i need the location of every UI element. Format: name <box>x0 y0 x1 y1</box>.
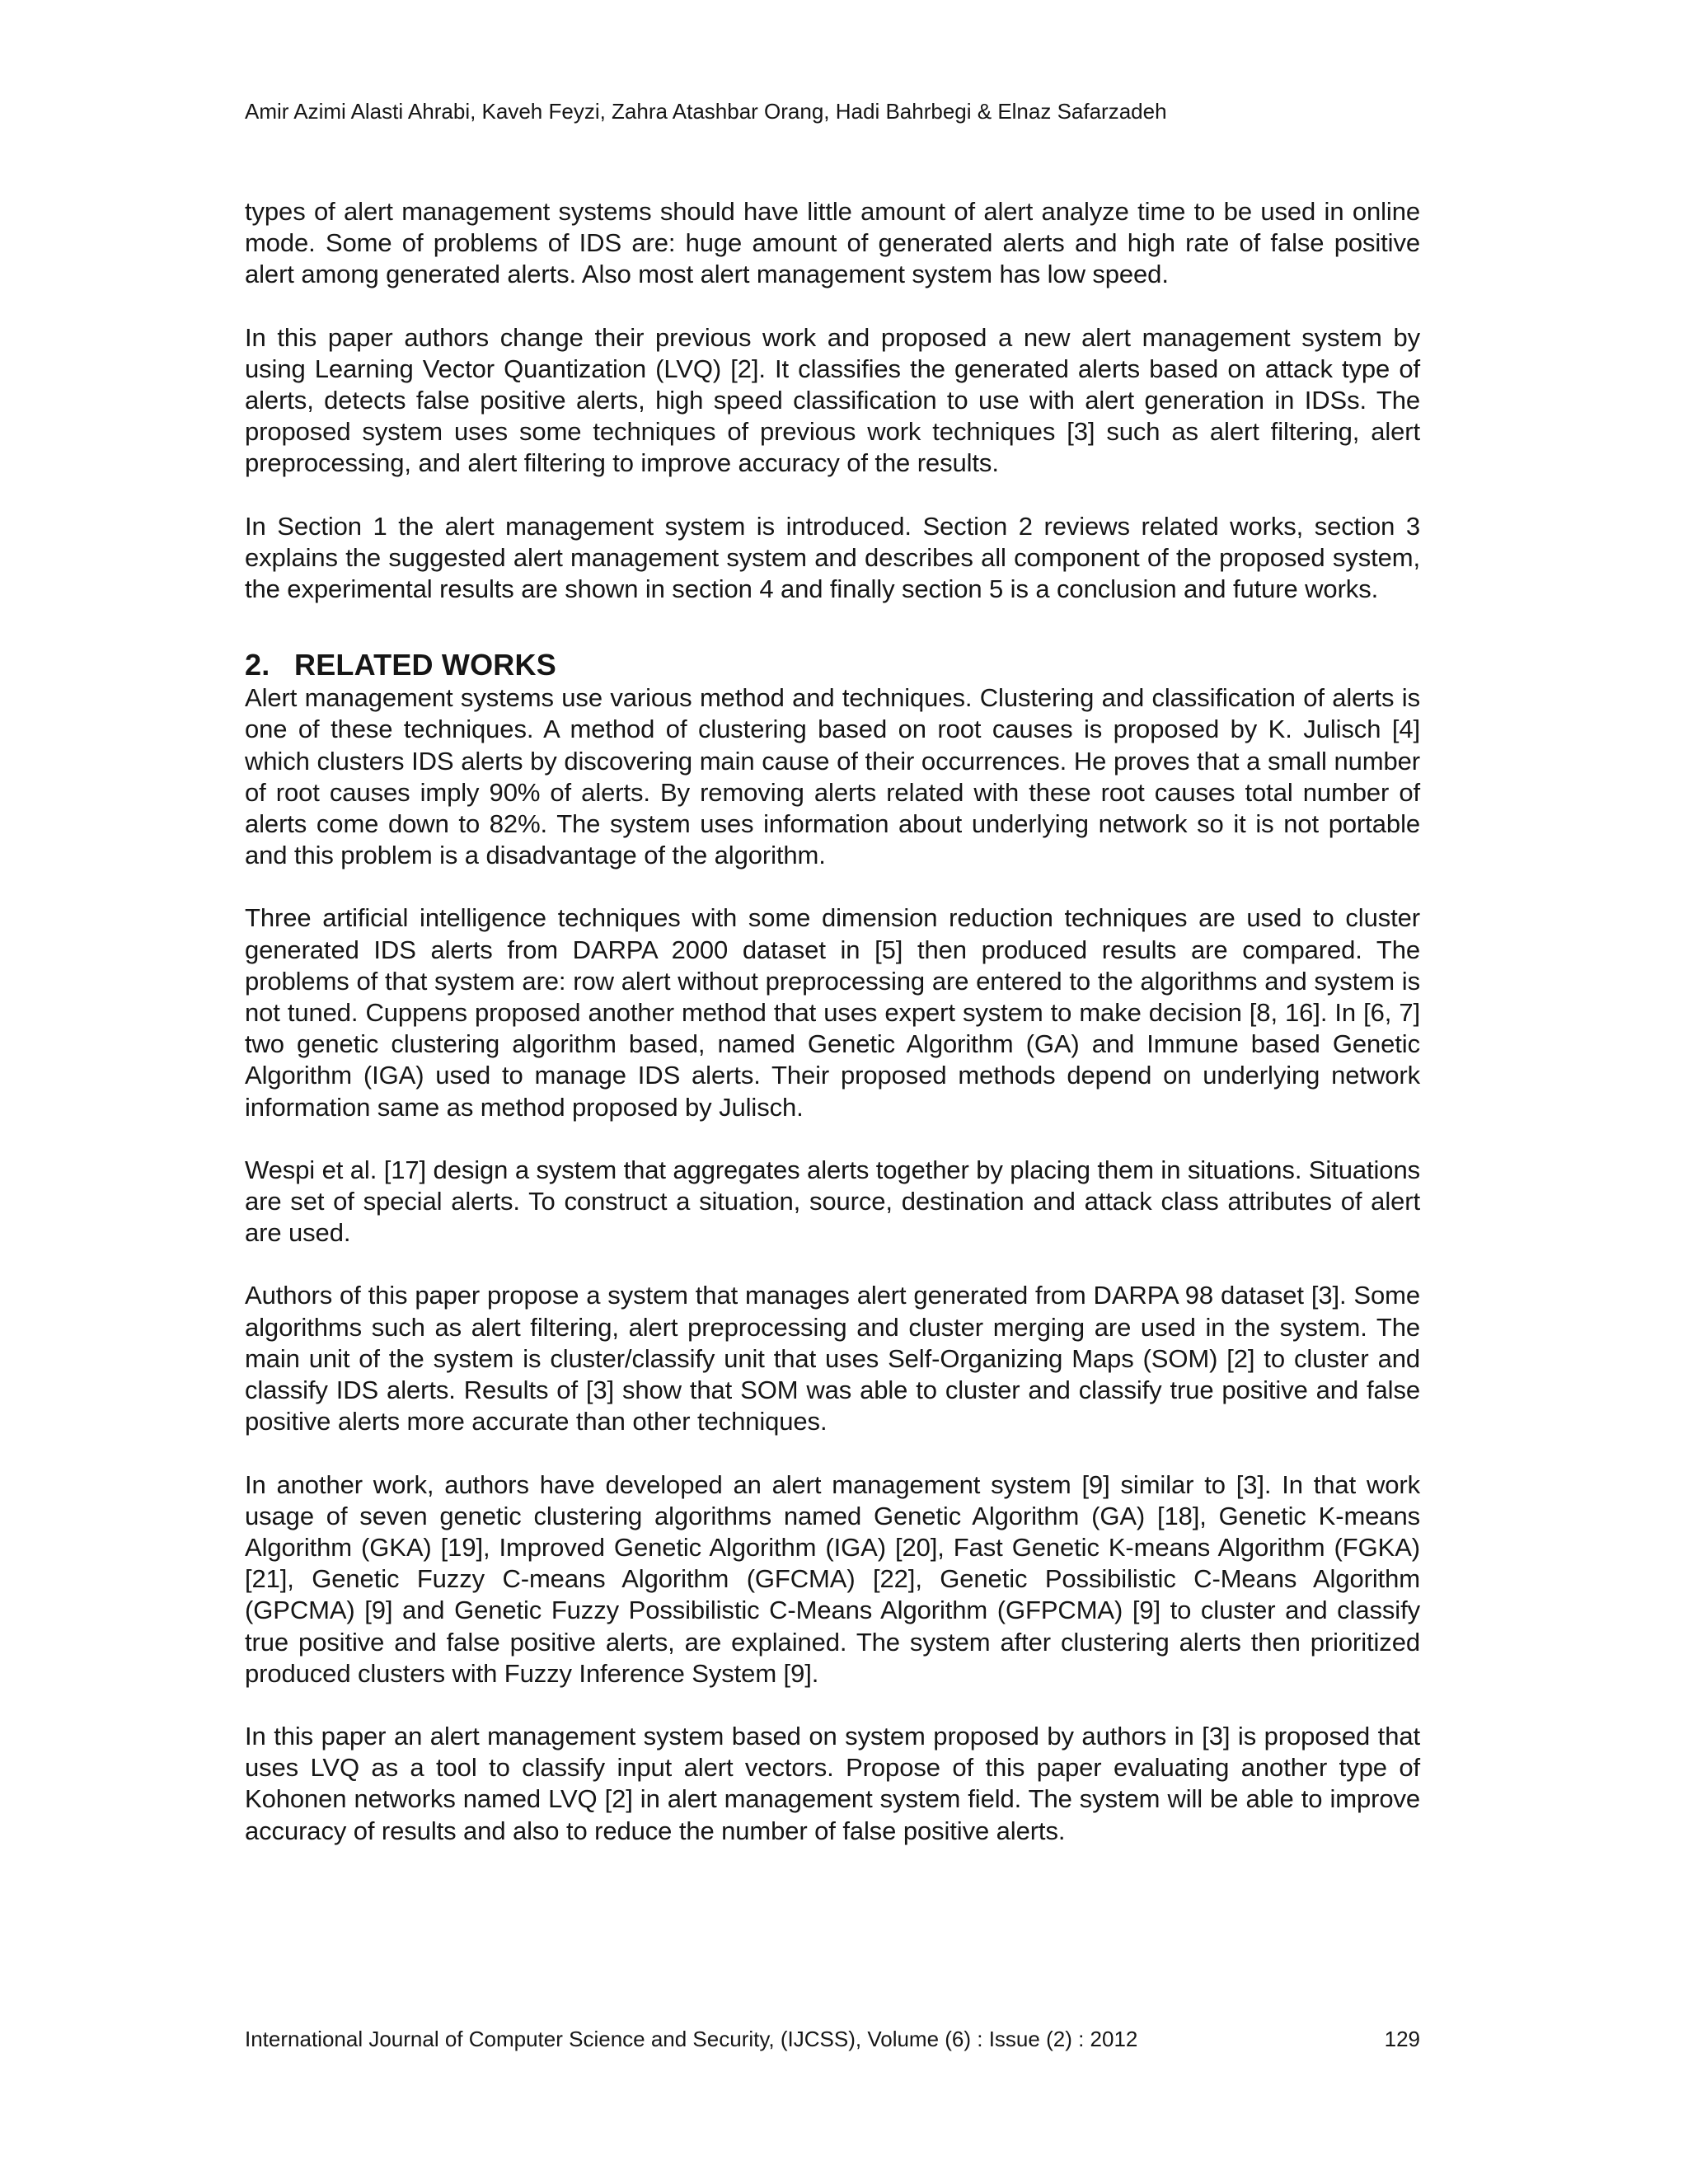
page-number: 129 <box>1384 2027 1420 2051</box>
page-body <box>245 196 1420 1878</box>
section-heading <box>245 648 1420 682</box>
author-list: Amir Azimi Alasti Ahrabi, Kaveh Feyzi, Zahra Atashbar Orang, Hadi Bahrbegi & Elnaz Safarzadeh <box>245 99 1167 124</box>
section-paragraph: Wespi et al. [17] design a system that aggregates alerts together by placing them in situations. Situations are set of special alerts. To construct a situation, source, destination and attack class attributes of alert are used. <box>245 1155 1420 1248</box>
intro-paragraph: types of alert management systems should have little amount of alert analyze time to be used in online mode. Some of problems of IDS are: huge amount of generated alerts and high rate of false positive alert among generated alerts. Also most alert management system has low speed. <box>245 197 1420 289</box>
running-footer <box>245 2025 1420 2053</box>
journal-citation: International Journal of Computer Science and Security, (IJCSS), Volume (6) : Issue (2) : 2012 <box>245 2027 1138 2051</box>
section-title: RELATED WORKS <box>294 648 556 682</box>
section-number: 2. <box>245 648 270 682</box>
section-paragraph: In another work, authors have developed an alert management system [9] similar to [3]. In that work usage of seven genetic clustering algorithms named Genetic Algorithm (GA) [18], Genetic K-means Algorithm (GKA) [19], Improved Genetic Algorithm (IGA) [20], Fast Genetic K-means Algorithm (FGKA) [21], Genetic Fuzzy C-means Algorithm (GFCMA) [22], Genetic Possibilistic C-Means Algorithm (GPCMA) [9] and Genetic Fuzzy Possibilistic C-Means Algorithm (GFPCMA) [9] to cluster and classify true positive and false positive alerts, are explained. The system after clustering alerts then prioritized produced clusters with Fuzzy Inference System [9]. <box>245 1469 1420 1688</box>
section-paragraph: Three artificial intelligence techniques with some dimension reduction techniques are used to cluster generated IDS alerts from DARPA 2000 dataset in [5] then produced results are compared. The problems of that system are: row alert without preprocessing are entered to the algorithms and system is not tuned. Cuppens proposed another method that uses expert system to make decision [8, 16]. In [6, 7] two genetic clustering algorithm based, named Genetic Algorithm (GA) and Immune based Genetic Algorithm (IGA) used to manage IDS alerts. Their proposed methods depend on underlying network information same as method proposed by Julisch. <box>245 903 1420 1122</box>
section-paragraph: Alert management systems use various method and techniques. Clustering and classification of alerts is one of these techniques. A method of clustering based on root causes is proposed by K. Julisch [4] which clusters IDS alerts by discovering main cause of their occurrences. He proves that a small number of root causes imply 90% of alerts. By removing alerts related with these root causes total number of alerts come down to 82%. The system uses information about underlying network so it is not portable and this problem is a disadvantage of the algorithm. <box>245 683 1420 870</box>
intro-paragraph: In Section 1 the alert management system is introduced. Section 2 reviews related works, section 3 explains the suggested alert management system and describes all component of the proposed system, the experimental results are shown in section 4 and finally section 5 is a conclusion and future works. <box>245 511 1420 604</box>
running-header <box>245 97 1167 125</box>
section-paragraph: In this paper an alert management system based on system proposed by authors in [3] is proposed that uses LVQ as a tool to classify input alert vectors. Propose of this paper evaluating another type of Kohonen networks named LVQ [2] in alert management system field. The system will be able to improve accuracy of results and also to reduce the number of false positive alerts. <box>245 1721 1420 1845</box>
intro-paragraph: In this paper authors change their previous work and proposed a new alert management system by using Learning Vector Quantization (LVQ) [2]. It classifies the generated alerts based on attack type of alerts, detects false positive alerts, high speed classification to use with alert generation in IDSs. The proposed system uses some techniques of previous work techniques [3] such as alert filtering, alert preprocessing, and alert filtering to improve accuracy of the results. <box>245 322 1420 478</box>
section-paragraph: Authors of this paper propose a system that manages alert generated from DARPA 98 dataset [3]. Some algorithms such as alert filtering, alert preprocessing and cluster merging are used in the system. The main unit of the system is cluster/classify unit that uses Self-Organizing Maps (SOM) [2] to cluster and classify IDS alerts. Results of [3] show that SOM was able to cluster and classify true positive and false positive alerts more accurate than other techniques. <box>245 1281 1420 1436</box>
